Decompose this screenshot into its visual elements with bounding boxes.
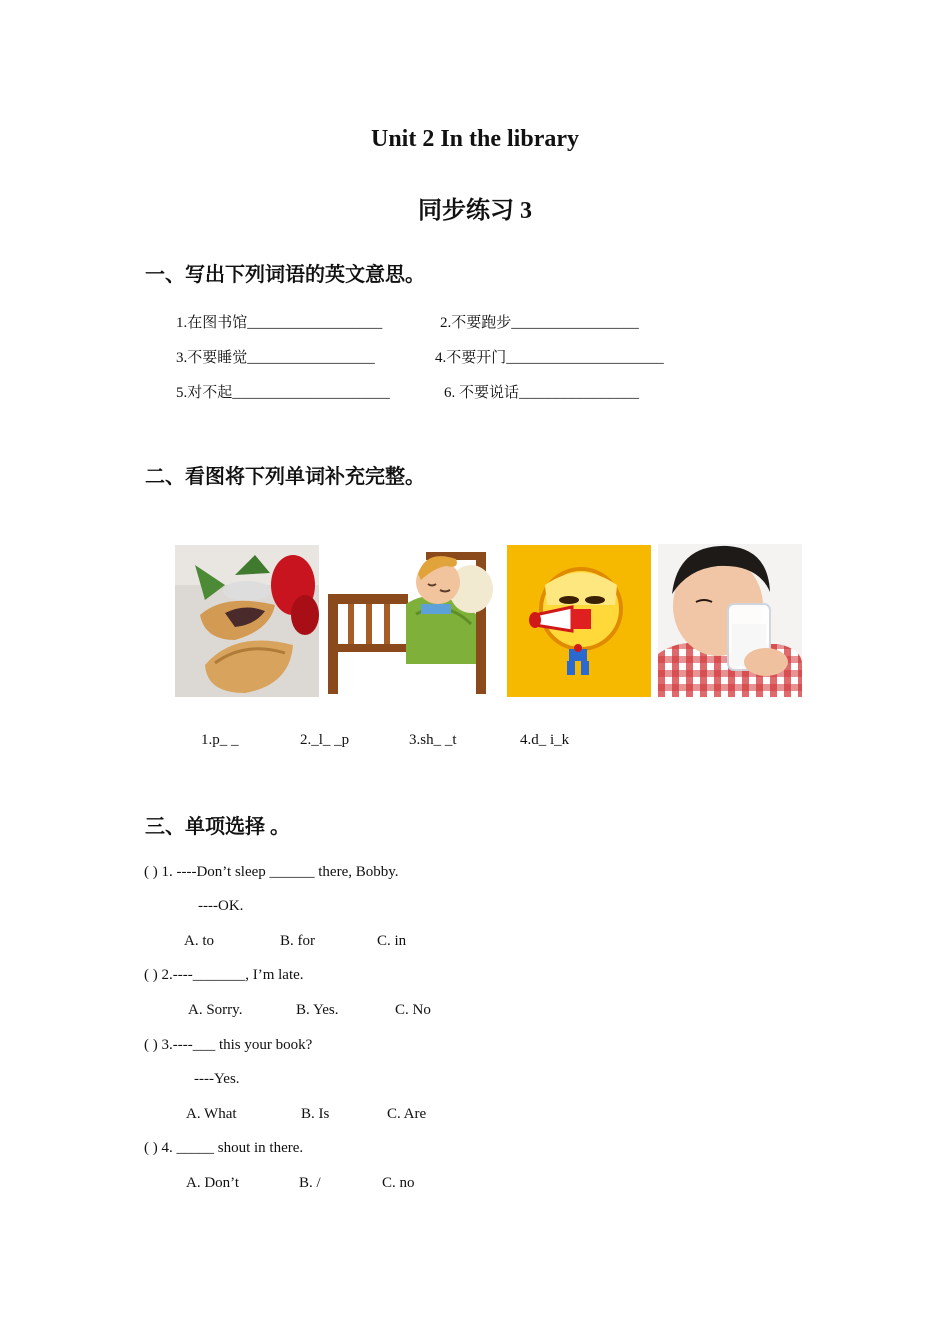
question-2-stem: ( ) 2.----_______, I’m late.: [144, 967, 304, 983]
section1-item-3: 3.不要睡觉_________________: [176, 350, 375, 366]
shouting-cartoon-picture: [507, 545, 651, 697]
section1-item-6: 6. 不要说话________________: [444, 385, 640, 401]
section1-item-5: 5.对不起_____________________: [176, 385, 390, 401]
question-1-reply: ----OK.: [198, 898, 244, 914]
word-blank-4: 4.d_ i_k: [520, 732, 570, 748]
question-4-stem: ( ) 4. _____ shout in there.: [144, 1140, 304, 1156]
section1-item-1: 1.在图书馆__________________: [176, 315, 383, 331]
word-blank-3: 3.sh_ _t: [409, 732, 457, 748]
question-1-option-c: C. in: [377, 933, 407, 949]
section1-heading: 一、写出下列词语的英文意思。: [145, 264, 425, 286]
question-3-stem: ( ) 3.----___ this your book?: [144, 1037, 313, 1053]
question-1-option-a: A. to: [184, 933, 214, 949]
word-blank-1: 1.p_ _: [201, 732, 239, 748]
section1-item-2: 2.不要跑步_________________: [440, 315, 639, 331]
page-title: Unit 2 In the library: [370, 126, 579, 152]
question-1-stem: ( ) 1. ----Don’t sleep ______ there, Bobby.: [144, 864, 399, 880]
section3-heading: 三、单项选择 。: [145, 816, 290, 838]
question-3-reply: ----Yes.: [194, 1071, 240, 1087]
question-2-option-c: C. No: [395, 1002, 431, 1018]
question-4-option-c: C. no: [382, 1175, 415, 1191]
question-3-option-b: B. Is: [301, 1106, 330, 1122]
question-4-option-b: B. /: [299, 1175, 321, 1191]
boy-sleeping-in-bed-picture: [326, 544, 500, 698]
page-subtitle: 同步练习 3: [418, 198, 532, 224]
question-1-option-b: B. for: [280, 933, 315, 949]
section1-item-4: 4.不要开门_____________________: [435, 350, 664, 366]
boy-drinking-milk-picture: [658, 544, 802, 697]
question-3-option-a: A. What: [186, 1106, 237, 1122]
pie-picture: [175, 545, 319, 697]
word-blank-2: 2._l_ _p: [300, 732, 350, 748]
question-2-option-a: A. Sorry.: [188, 1002, 243, 1018]
section2-heading: 二、看图将下列单词补充完整。: [145, 466, 425, 488]
question-3-option-c: C. Are: [387, 1106, 427, 1122]
question-2-option-b: B. Yes.: [296, 1002, 339, 1018]
question-4-option-a: A. Don’t: [186, 1175, 240, 1191]
